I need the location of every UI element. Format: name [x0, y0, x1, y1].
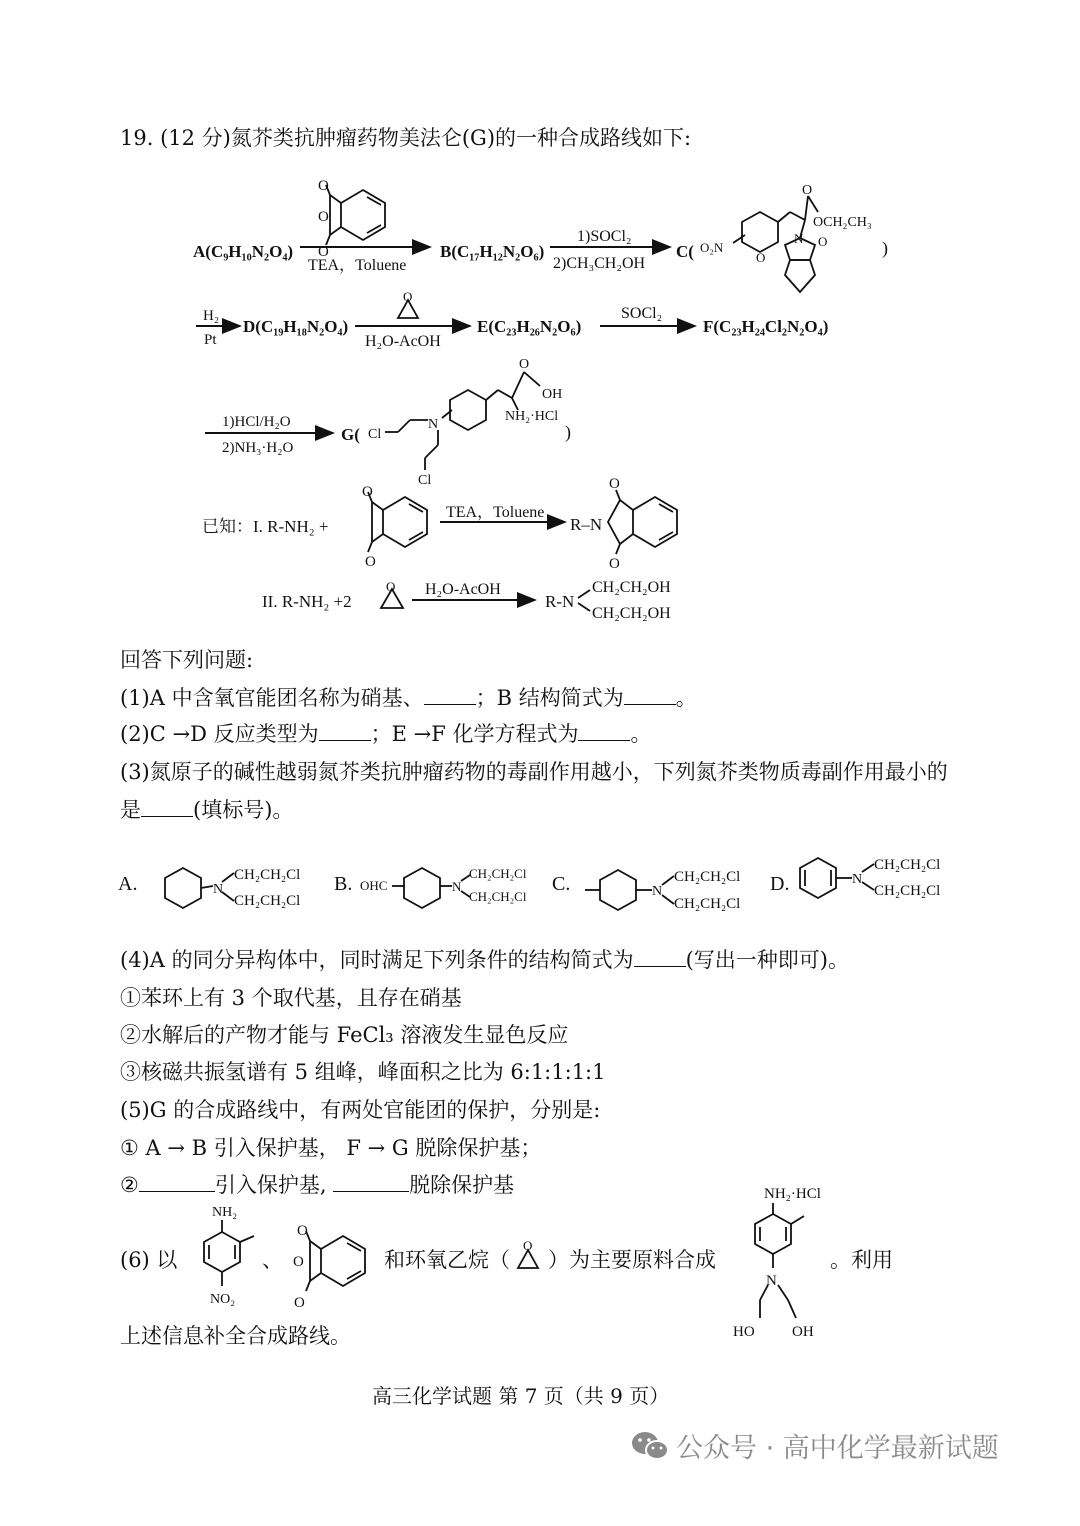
condition-ab: TEA，Toluene [308, 257, 407, 274]
atom-o: O [802, 183, 813, 198]
known-reaction-2-label: II. R-NH₂ +2 [262, 592, 352, 611]
substituent: CH₂CH₂Cl [674, 869, 741, 885]
watermark [630, 1426, 999, 1465]
chlorine-atom: Cl [368, 427, 382, 442]
question-3-line-2: 是 (填标号)。 [120, 798, 294, 822]
known-condition-2: H₂O-AcOH [425, 581, 501, 598]
compound-c-label: C( [676, 242, 694, 261]
hydroxyl-group: HO [733, 1324, 755, 1340]
ester-group: OCH₂CH₃ [813, 215, 872, 230]
options-structures [0, 848, 1080, 920]
phthalic-anhydride-structure [368, 492, 427, 552]
atom-n: N [852, 872, 863, 887]
compound-f: F(C₂₃H₂₄Cl₂N₂O₄) [703, 317, 829, 336]
condition-cd-bottom: Pt [204, 332, 217, 348]
answer-blank[interactable] [634, 946, 686, 967]
compound-g-label: G( [341, 425, 360, 444]
atom-o: O [362, 484, 373, 500]
nitro-group: O₂N [700, 240, 724, 255]
question-5-part-2: ② 引入保护基, 脱除保护基 [120, 1173, 515, 1197]
benzene-ring [800, 858, 874, 898]
known-product-2-arm: CH₂CH₂OH [592, 605, 671, 622]
amine-hcl: NH₂·HCl [764, 1186, 821, 1202]
atom-o: O [818, 234, 828, 249]
question-6-prefix: (6) 以 [120, 1248, 178, 1272]
compound-e: E(C₂₃H₂₆N₂O₆) [477, 317, 582, 336]
question-5: (5)G 的合成路线中，有两处官能团的保护，分别是: [120, 1098, 601, 1122]
known-product-2-arm: CH₂CH₂OH [592, 579, 671, 596]
question-header: 19. (12 分)氮芥类抗肿瘤药物美法仑(G)的一种合成路线如下: [120, 126, 692, 150]
answer-blank[interactable] [424, 684, 476, 705]
known-condition-1: TEA，Toluene [446, 504, 545, 521]
atom-o: O [756, 250, 766, 265]
close-paren: ) [565, 422, 571, 442]
hydroxyl-group: OH [792, 1324, 814, 1340]
atom-n: N [794, 231, 804, 246]
option-d-label: D. [770, 873, 790, 895]
watermark-text: 公众号 · 高中化学最新试题 [676, 1433, 999, 1464]
condition-bc-1: 1)SOCl₂ [577, 228, 632, 245]
question-3-line-1: (3)氮原子的碱性越弱氮芥类抗肿瘤药物的毒副作用越小，下列氮芥类物质毒副作用最小的 [120, 760, 948, 784]
wechat-icon [630, 1429, 670, 1463]
question-4: (4)A 的同分异构体中，同时满足下列条件的结构简式为 (写出一种即可)。 [120, 948, 849, 972]
atom-o: O [318, 244, 329, 260]
atom-n: N [213, 882, 224, 897]
answer-blank[interactable] [141, 796, 193, 817]
option-c-label: C. [552, 873, 571, 895]
nitro-group: NO₂ [210, 1292, 236, 1307]
nitroaniline-structure [204, 1220, 254, 1286]
condition-de: H₂O-AcOH [365, 333, 441, 350]
substituent: CH₂CH₂Cl [234, 893, 301, 909]
condition-ef: SOCl₂ [621, 305, 663, 322]
aldehyde-group: OHC [360, 878, 388, 893]
question-6-line-2: 上述信息补全合成路线。 [120, 1324, 351, 1348]
synthesis-scheme [0, 160, 1080, 640]
atom-o: O [403, 289, 413, 304]
question-2: (2)C →D 反应类型为 ；E →F 化学方程式为 。 [120, 722, 652, 746]
target-structure [755, 1203, 804, 1318]
phthalimide-structure [608, 490, 677, 554]
question-6-suffix: 。利用 [830, 1248, 893, 1272]
condition-3: ③核磁共振氢谱有 5 组峰，峰面积之比为 6:1:1:1:1 [120, 1060, 606, 1084]
atom-o: O [609, 556, 620, 572]
substituent: CH₂CH₂Cl [234, 867, 301, 883]
known-product-2: R-N [545, 592, 575, 611]
atom-n: N [652, 884, 663, 899]
page-footer: 高三化学试题 第 7 页（共 9 页） [372, 1384, 670, 1408]
compound-c-structure [733, 196, 818, 292]
condition-1: ①苯环上有 3 个取代基，且存在硝基 [120, 986, 462, 1010]
answer-blank[interactable] [319, 720, 371, 741]
atom-o: O [318, 209, 329, 225]
question-1: (1)A 中含氧官能团名称为硝基、 ；B 结构简式为 。 [120, 686, 697, 710]
atom-o: O [365, 554, 376, 570]
atom-o: O [318, 178, 329, 194]
option-b-label: B. [334, 873, 353, 895]
substituent: CH₂CH₂Cl [469, 866, 527, 881]
question-6-structures [0, 1178, 1080, 1348]
condition-fg-1: 1)HCl/H₂O [222, 414, 291, 430]
known-product-1: R–N [570, 515, 603, 534]
condition-2: ②水解后的产物才能与 FeCl₃ 溶液发生显色反应 [120, 1023, 569, 1047]
substituent: CH₂CH₂Cl [674, 896, 741, 912]
atom-o: O [519, 357, 530, 372]
condition-bc-2: 2)CH₃CH₂OH [553, 255, 646, 272]
atom-n: N [452, 879, 462, 894]
amine-n: N [428, 417, 439, 432]
atom-o: O [523, 1238, 533, 1253]
question-6-target: ）为主要原料合成 [548, 1248, 716, 1272]
compound-a: A(C₉H₁₀N₂O₄) [193, 242, 294, 261]
benzene-ring [165, 868, 234, 908]
hydroxyl-group: OH [542, 387, 563, 402]
phthalic-anhydride-structure [326, 185, 385, 245]
option-a-label: A. [118, 873, 138, 895]
atom-o: O [294, 1295, 305, 1311]
atom-o: O [609, 476, 620, 492]
close-paren: ) [882, 238, 888, 258]
question-6-sep: 、 [262, 1248, 283, 1272]
question-6-mid: 和环氧乙烷（ [384, 1248, 510, 1272]
answer-blank[interactable] [624, 684, 676, 705]
compound-d: D(C₁₉H₁₈N₂O₄) [243, 317, 349, 336]
substituent: CH₂CH₂Cl [874, 883, 941, 899]
compound-b: B(C₁₇H₁₂N₂O₆) [440, 242, 545, 261]
substituent: CH₂CH₂Cl [469, 889, 527, 904]
atom-o: O [293, 1254, 304, 1270]
questions-intro: 回答下列问题: [120, 648, 254, 672]
question-5-part-1: ① A → B 引入保护基， F → G 脱除保护基； [120, 1136, 542, 1160]
atom-o: O [297, 1223, 308, 1239]
condition-fg-2: 2)NH₃·H₂O [222, 440, 294, 456]
amine-hcl: NH₂·HCl [505, 409, 559, 424]
answer-blank[interactable] [578, 720, 630, 741]
known-reaction-1-label: 已知：I. R-NH₂ + [202, 517, 329, 536]
atom-o: O [386, 579, 396, 594]
substituent: CH₂CH₂Cl [874, 857, 941, 873]
chlorine-atom: Cl [418, 473, 432, 488]
condition-cd-top: H₂ [203, 308, 220, 324]
atom-n: N [766, 1273, 777, 1289]
amino-group: NH₂ [212, 1205, 238, 1220]
phthalic-anhydride-structure [306, 1231, 365, 1291]
